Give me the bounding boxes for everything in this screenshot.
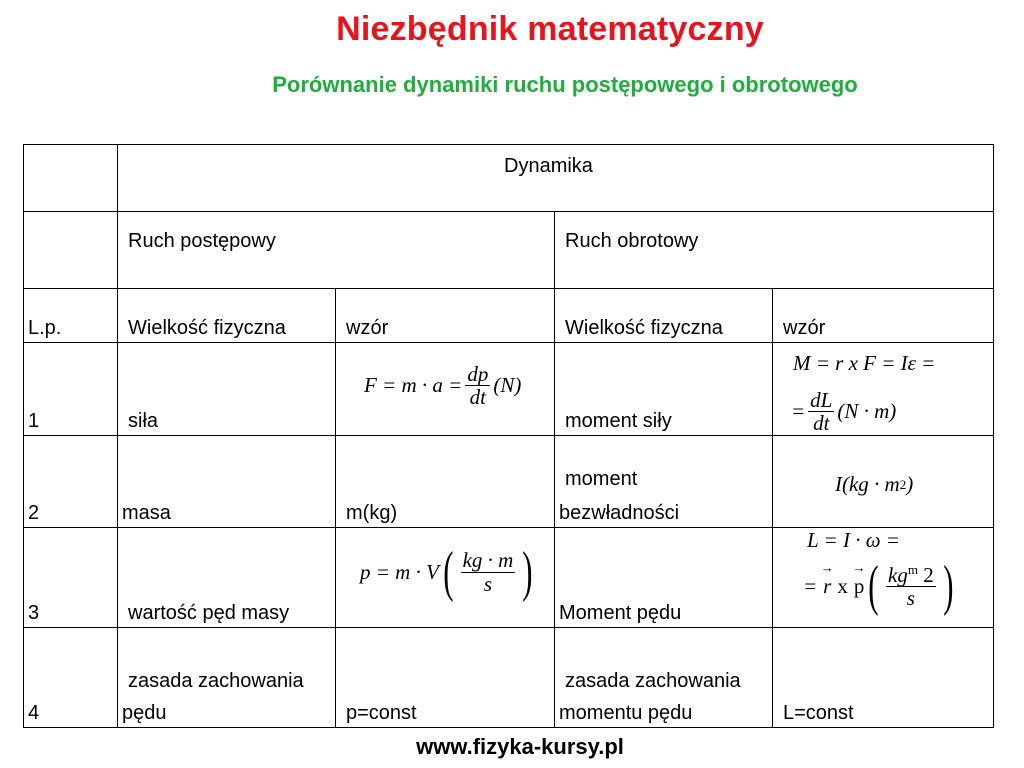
torque-unit: (N · m) [837,399,897,424]
row4-name-rotational-line1: zasada zachowania [565,670,741,692]
row3-lp-cell [24,528,118,628]
row3-formula-cell [336,528,555,628]
paren-close-icon: ) [522,541,533,603]
paren-open-icon: ( [868,555,879,617]
col-header-wzor-2: wzór [783,317,826,339]
row3-name-rotational: Moment pędu [559,602,682,624]
angmom-pre: = [803,573,818,598]
inertia-base: I(kg · m [835,472,900,496]
row2-formula-cell [336,436,555,528]
row4-name-rotational-line2: momentu pędu [559,702,693,724]
row1-name-cell [118,343,336,436]
row1-formula-translational [364,363,521,408]
row1-formula-cell [336,343,555,436]
force-fraction-num: dp [467,362,489,386]
col-header-wielkosc-1-cell [118,289,336,343]
row3-lp: 3 [28,602,40,624]
row3-formula-rotational-line1 [807,528,900,553]
table-row [24,628,994,728]
footer-url: www.fizyka-kursy.pl [416,734,624,759]
momentum-fraction-num: kg · m [462,548,514,573]
col-header-wielkosc-1: Wielkość fizyczna [128,317,286,339]
angmom-line1: L = I · ω = [807,528,900,552]
row2-name-rotational-line1: moment [565,468,638,490]
angmom-num-base: kg [888,562,908,587]
row3-formula-rotational-line2 [803,555,957,617]
col-header-wielkosc-2: Wielkość fizyczna [565,317,723,339]
row4-formula-rotational: L=const [783,702,854,724]
momentum-fraction [461,549,516,594]
row2-lp: 2 [28,502,40,524]
row1-name-rotational: moment siły [565,410,672,432]
torque-pre: = [791,399,806,424]
row1-rot-formula-cell [773,343,994,436]
force-fraction-den: dt [469,385,487,410]
table-row [24,436,994,528]
page-title: Niezbędnik matematyczny [336,10,764,48]
paren-close-icon: ) [942,555,954,617]
row2-name-translational: masa [122,502,171,524]
col-header-lp-cell [24,289,118,343]
row2-name-rotational-line2: bezwładności [559,502,680,524]
momentum-lhs: p = m · V [360,559,439,584]
row3-rot-name-cell [555,528,773,628]
row2-formula-translational: m(kg) [346,502,398,524]
row2-rot-formula-cell [773,436,994,528]
angmom-x: x [837,573,848,598]
header-dynamika-cell [118,145,994,212]
row3-rot-formula-cell [773,528,994,628]
force-fraction [465,363,490,408]
row1-name-translational: siła [128,410,159,432]
col-header-wzor-1: wzór [346,317,389,339]
row2-rot-name-cell [555,436,773,528]
row1-formula-rotational-line1 [793,351,935,376]
paren-open-icon: ( [443,541,454,603]
angmom-num-tail: 2 [923,562,934,587]
row4-name-translational-line1: zasada zachowania [128,670,304,692]
row2-lp-cell [24,436,118,528]
row4-lp-cell [24,628,118,728]
torque-fraction-num: dL [810,388,833,412]
row4-formula-cell [336,628,555,728]
angmom-num-sup: m [907,561,918,577]
col-header-wzor-2-cell [773,289,994,343]
momentum-fraction-den: s [483,571,493,596]
inertia-close: ) [906,472,914,496]
col-header-wielkosc-2-cell [555,289,773,343]
angmom-p: → p [854,574,865,599]
row1-rot-name-cell [555,343,773,436]
row1-lp-cell [24,343,118,436]
row4-name-translational-line2: pędu [122,702,167,724]
row3-name-cell [118,528,336,628]
header-empty-cell-2 [24,212,118,289]
torque-line1: M = r x F = Iε = [793,351,936,375]
row4-name-cell [118,628,336,728]
angmom-r: → r [823,574,831,599]
row1-lp: 1 [28,410,40,432]
row1-formula-rotational-line2 [791,389,896,434]
col-header-wzor-1-cell [336,289,555,343]
header-translational-cell [118,212,555,289]
row4-formula-translational: p=const [346,702,417,724]
header-ruch-postepowy: Ruch postępowy [128,230,276,252]
header-ruch-obrotowy: Ruch obrotowy [565,230,699,252]
angmom-fraction-den: s [906,586,915,610]
row2-formula-rotational [835,472,913,497]
header-dynamika: Dynamika [504,155,593,177]
row4-lp: 4 [28,702,40,724]
torque-fraction-den: dt [813,411,830,436]
table-row [24,343,994,436]
row4-rot-name-cell [555,628,773,728]
inertia-exp: 2 [899,476,907,492]
angmom-fraction-num [886,563,936,587]
row2-name-cell [118,436,336,528]
header-empty-cell [24,145,118,212]
header-rotational-cell [555,212,994,289]
comparison-table [23,144,994,728]
col-header-lp: L.p. [28,317,62,339]
angmom-fraction [886,563,936,609]
force-unit: (N) [493,373,522,398]
row3-name-translational: wartość pęd masy [128,602,290,624]
row4-rot-formula-cell [773,628,994,728]
force-lhs: F = m · a = [364,373,463,398]
page-subtitle: Porównanie dynamiki ruchu postępowego i obrotowego [272,72,858,97]
table-row [24,528,994,628]
row3-formula-translational [360,541,537,603]
torque-fraction [808,389,834,434]
